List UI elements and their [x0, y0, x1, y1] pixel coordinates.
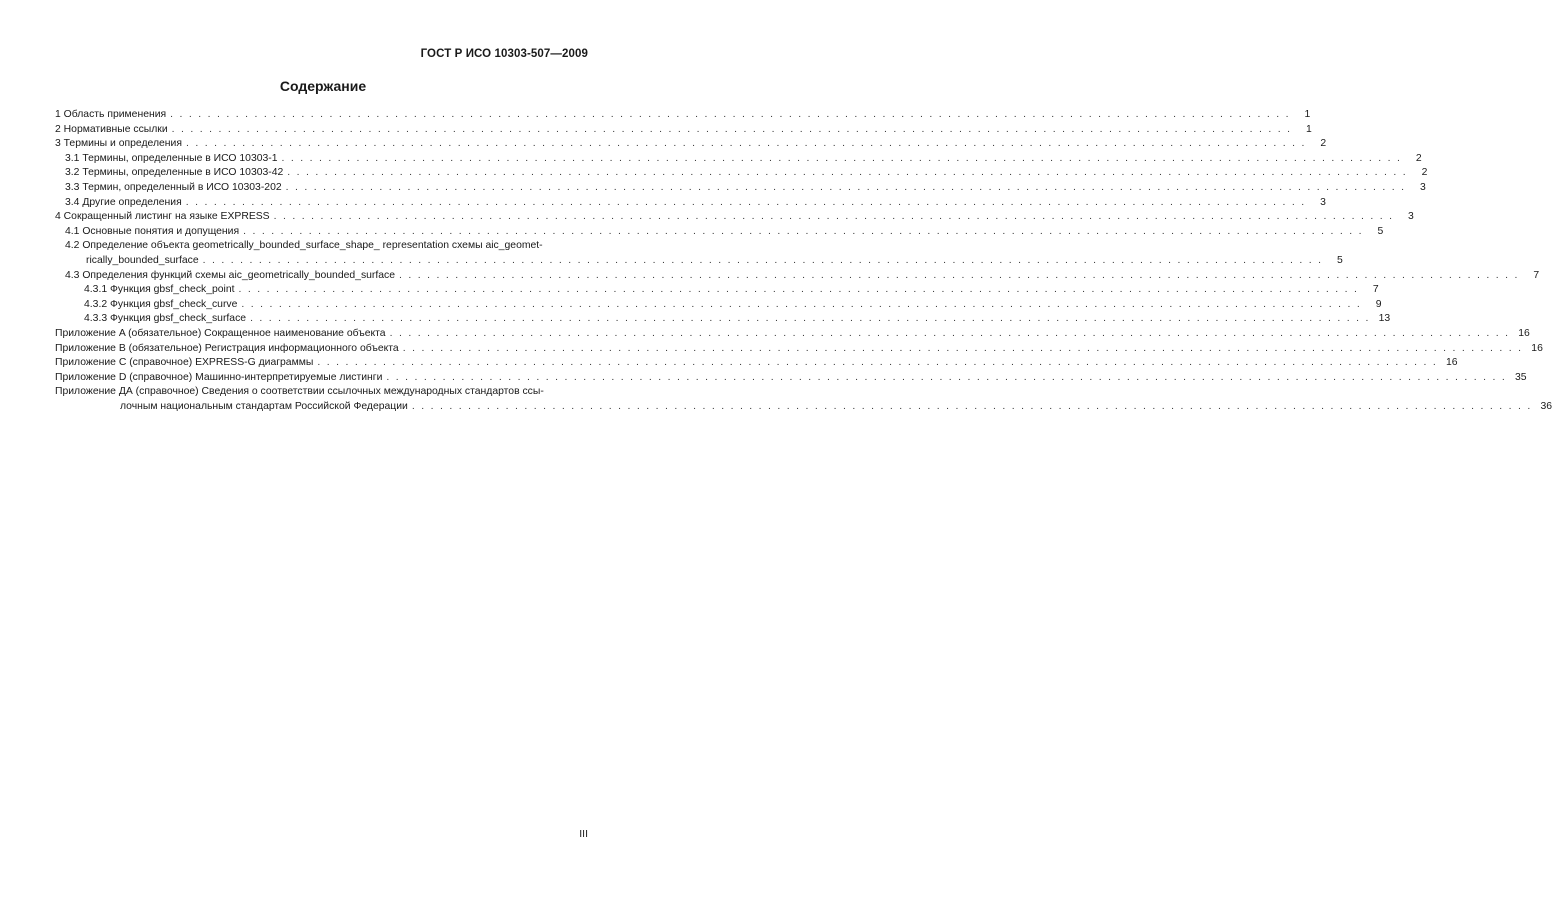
dot-leader: . . . . . . . . . . . . . . . . . . . . . . . . . . . . . . . . . . . . . . . . . . . . . . . . . . . . . . . . . . . . . . . . . . . . . . . . . . . . . . . . . . . . . . . . . . . . . . . . . . . . . . . . . . . . . . . . . . . . . . . . — [170, 109, 1291, 120]
toc-page-number: 36 — [1540, 400, 1552, 412]
toc-entry[interactable] — [55, 356, 1458, 371]
toc-entry-text: 4.2 Определение объекта geometrically_bounded_surface_shape_ representation схемы aic_geomet- — [65, 240, 543, 252]
dot-leader: . . . . . . . . . . . . . . . . . . . . . . . . . . . . . . . . . . . . . . . . . . . . . . . . . . . . . . . . . . . . . . . . . . . . . . . . . . . . . . . . . . . . . . . . . . . . . . . . . . . . . . . . . . . . . . . . . . . . . . . . — [250, 313, 1371, 325]
dot-leader: . . . . . . . . . . . . . . . . . . . . . . . . . . . . . . . . . . . . . . . . . . . . . . . . . . . . . . . . . . . . . . . . . . . . . . . . . . . . . . . . . . . . . . . . . . . . . . . . . . . . . . . . . . . . . . . . . . . . . . . . — [402, 342, 1523, 354]
toc-page-number: 16 — [1518, 327, 1530, 339]
toc-page-number: 3 — [1320, 196, 1326, 208]
toc-entry-text: Приложение ДА (справочное) Сведения о соответствии ссылочных международных стандартов ссы- — [55, 386, 544, 398]
dot-leader: . . . . . . . . . . . . . . . . . . . . . . . . . . . . . . . . . . . . . . . . . . . . . . . . . . . . . . . . . . . . . . . . . . . . . . . . . . . . . . . . . . . . . . . . . . . . . . . . . . . . . . . . . . . . . . . . . . . . . . . . — [389, 327, 1510, 339]
toc-entry[interactable] — [55, 166, 1428, 181]
dot-leader: . . . . . . . . . . . . . . . . . . . . . . . . . . . . . . . . . . . . . . . . . . . . . . . . . . . . . . . . . . . . . . . . . . . . . . . . . . . . . . . . . . . . . . . . . . . . . . . . . . . . . . . . . . . . . . . . . . . . . . . . — [285, 181, 1406, 193]
toc-entry-text: 3.4 Другие определения — [65, 196, 182, 208]
dot-leader: . . . . . . . . . . . . . . . . . . . . . . . . . . . . . . . . . . . . . . . . . . . . . . . . . . . . . . . . . . . . . . . . . . . . . . . . . . . . . . . . . . . . . . . . . . . . . . . . . . . . . . . . . . . . . . . . . . . . . . . . — [281, 152, 1402, 164]
dot-leader: . . . . . . . . . . . . . . . . . . . . . . . . . . . . . . . . . . . . . . . . . . . . . . . . . . . . . . . . . . . . . . . . . . . . . . . . . . . . . . . . . . . . . . . . . . . . . . . . . . . . . . . . . . . . . . . . . . . . . . . . — [386, 371, 1507, 383]
toc-page-number: 2 — [1320, 138, 1327, 150]
toc-page-number: 9 — [1375, 298, 1382, 310]
toc-entry[interactable] — [55, 298, 1382, 313]
toc-page-number: 7 — [1533, 269, 1540, 281]
toc-entry[interactable] — [55, 371, 1527, 386]
toc-entry[interactable] — [55, 210, 1414, 225]
dot-leader: . . . . . . . . . . . . . . . . . . . . . . . . . . . . . . . . . . . . . . . . . . . . . . . . . . . . . . . . . . . . . . . . . . . . . . . . . . . . . . . . . . . . . . . . . . . . . . . . . . . . . . . . . . . . . . . . . . . . . . . . — [287, 167, 1408, 179]
toc-entry-text: 3 Термины и определения — [55, 138, 182, 150]
toc-entry-text: 4.1 Основные понятия и допущения — [65, 225, 240, 237]
toc-entry[interactable] — [55, 152, 1422, 167]
toc-entry-text: 3.3 Термин, определенный в ИСО 10303-202 — [65, 181, 282, 193]
toc-entry[interactable] — [55, 123, 1312, 138]
dot-leader: . . . . . . . . . . . . . . . . . . . . . . . . . . . . . . . . . . . . . . . . . . . . . . . . . . . . . . . . . . . . . . . . . . . . . . . . . . . . . . . . . . . . . . . . . . . . . . . . . . . . . . . . . . . . . . . . . . . . . . . . — [411, 400, 1533, 412]
toc-page-number: 13 — [1378, 313, 1391, 325]
toc-entry-text: 4.3.3 Функция gbsf_check_surface — [84, 313, 247, 325]
toc-page-number: 35 — [1514, 371, 1527, 383]
toc-entry-text: 4.3.2 Функция gbsf_check_curve — [84, 298, 238, 310]
page-number: III — [579, 828, 588, 840]
dot-leader: . . . . . . . . . . . . . . . . . . . . . . . . . . . . . . . . . . . . . . . . . . . . . . . . . . . . . . . . . . . . . . . . . . . . . . . . . . . . . . . . . . . . . . . . . . . . . . . . . . . . . . . . . . . . . . . . . . . . . . . . — [399, 269, 1520, 281]
toc-entry[interactable] — [55, 283, 1379, 298]
toc-entry-continuation: rically_bounded_surface — [86, 254, 199, 266]
toc-entry-text: 4 Сокращенный листинг на языке EXPRESS — [55, 211, 270, 223]
toc-entry-text: 3.1 Термины, определенные в ИСО 10303-1 — [65, 152, 278, 164]
toc-entry-line — [55, 239, 588, 254]
toc-entry-text: Приложение D (справочное) Машинно-интерпретируемые листинги — [55, 371, 383, 383]
toc-entry-text: Приложение A (обязательное) Сокращенное наименование объекта — [55, 327, 386, 339]
dot-leader: . . . . . . . . . . . . . . . . . . . . . . . . . . . . . . . . . . . . . . . . . . . . . . . . . . . . . . . . . . . . . . . . . . . . . . . . . . . . . . . . . . . . . . . . . . . . . . . . . . . . . . . . . . . . . . . . . . . . . . . . — [317, 357, 1438, 369]
toc-page-number: 16 — [1531, 342, 1543, 354]
toc-entry-text: Приложение C (справочное) EXPRESS-G диаграммы — [55, 357, 314, 369]
toc-page-number: 3 — [1408, 211, 1414, 223]
toc-entry-line — [55, 385, 588, 400]
toc-entry[interactable] — [55, 137, 1327, 152]
toc-entry[interactable] — [55, 196, 1326, 211]
toc-entry-text: 4.3.1 Функция gbsf_check_point — [84, 284, 235, 296]
toc-entry[interactable] — [55, 342, 1543, 357]
toc-page-number: 1 — [1306, 123, 1312, 135]
dot-leader: . . . . . . . . . . . . . . . . . . . . . . . . . . . . . . . . . . . . . . . . . . . . . . . . . . . . . . . . . . . . . . . . . . . . . . . . . . . . . . . . . . . . . . . . . . . . . . . . . . . . . . . . . . . . . . . . . . . . . . . . — [185, 196, 1306, 208]
toc-entry-text: Приложение B (обязательное) Регистрация информационного объекта — [55, 342, 399, 354]
toc-entry-text: 2 Нормативные ссылки — [55, 123, 168, 135]
toc-entry[interactable] — [55, 269, 1540, 284]
toc-page-number: 3 — [1420, 181, 1426, 193]
toc-entry[interactable] — [55, 327, 1530, 342]
toc-entry-text: 1 Область применения — [55, 109, 167, 120]
toc-page-number: 2 — [1415, 152, 1422, 164]
toc-page-number: 16 — [1445, 357, 1458, 369]
dot-leader: . . . . . . . . . . . . . . . . . . . . . . . . . . . . . . . . . . . . . . . . . . . . . . . . . . . . . . . . . . . . . . . . . . . . . . . . . . . . . . . . . . . . . . . . . . . . . . . . . . . . . . . . . . . . . . . . . . . . . . . . — [185, 138, 1307, 150]
toc-page-number: 1 — [1304, 109, 1311, 120]
table-of-contents — [55, 108, 1552, 414]
toc-entry[interactable] — [55, 254, 1343, 269]
page-title: Содержание — [279, 78, 367, 94]
dot-leader: . . . . . . . . . . . . . . . . . . . . . . . . . . . . . . . . . . . . . . . . . . . . . . . . . . . . . . . . . . . . . . . . . . . . . . . . . . . . . . . . . . . . . . . . . . . . . . . . . . . . . . . . . . . . . . . . . . . . . . . . — [243, 225, 1364, 237]
toc-entry-continuation: лочным национальным стандартам Российской Федерации — [120, 400, 408, 412]
dot-leader: . . . . . . . . . . . . . . . . . . . . . . . . . . . . . . . . . . . . . . . . . . . . . . . . . . . . . . . . . . . . . . . . . . . . . . . . . . . . . . . . . . . . . . . . . . . . . . . . . . . . . . . . . . . . . . . . . . . . . . . . — [202, 254, 1323, 266]
dot-leader: . . . . . . . . . . . . . . . . . . . . . . . . . . . . . . . . . . . . . . . . . . . . . . . . . . . . . . . . . . . . . . . . . . . . . . . . . . . . . . . . . . . . . . . . . . . . . . . . . . . . . . . . . . . . . . . . . . . . . . . . — [238, 284, 1359, 296]
toc-page-number: 5 — [1337, 254, 1343, 266]
toc-page-number: 5 — [1377, 225, 1384, 237]
toc-entry-text: 3.2 Термины, определенные в ИСО 10303-42 — [65, 167, 284, 179]
dot-leader: . . . . . . . . . . . . . . . . . . . . . . . . . . . . . . . . . . . . . . . . . . . . . . . . . . . . . . . . . . . . . . . . . . . . . . . . . . . . . . . . . . . . . . . . . . . . . . . . . . . . . . . . . . . . . . . . . . . . . . . . — [241, 298, 1362, 310]
toc-page-number: 2 — [1421, 167, 1428, 179]
document-code: ГОСТ Р ИСО 10303-507—2009 — [420, 48, 588, 60]
dot-leader: . . . . . . . . . . . . . . . . . . . . . . . . . . . . . . . . . . . . . . . . . . . . . . . . . . . . . . . . . . . . . . . . . . . . . . . . . . . . . . . . . . . . . . . . . . . . . . . . . . . . . . . . . . . . . . . . . . . . . . . . — [273, 211, 1394, 223]
toc-page-number: 7 — [1372, 284, 1379, 296]
toc-entry[interactable] — [55, 108, 1311, 123]
toc-entry[interactable] — [55, 225, 1384, 240]
toc-entry[interactable] — [55, 181, 1426, 196]
toc-entry[interactable] — [55, 400, 1552, 415]
toc-entry[interactable] — [55, 312, 1391, 327]
dot-leader: . . . . . . . . . . . . . . . . . . . . . . . . . . . . . . . . . . . . . . . . . . . . . . . . . . . . . . . . . . . . . . . . . . . . . . . . . . . . . . . . . . . . . . . . . . . . . . . . . . . . . . . . . . . . . . . . . . . . . . . . — [171, 123, 1292, 135]
toc-entry-text: 4.3 Определения функций схемы aic_geometrically_bounded_surface — [65, 269, 396, 281]
